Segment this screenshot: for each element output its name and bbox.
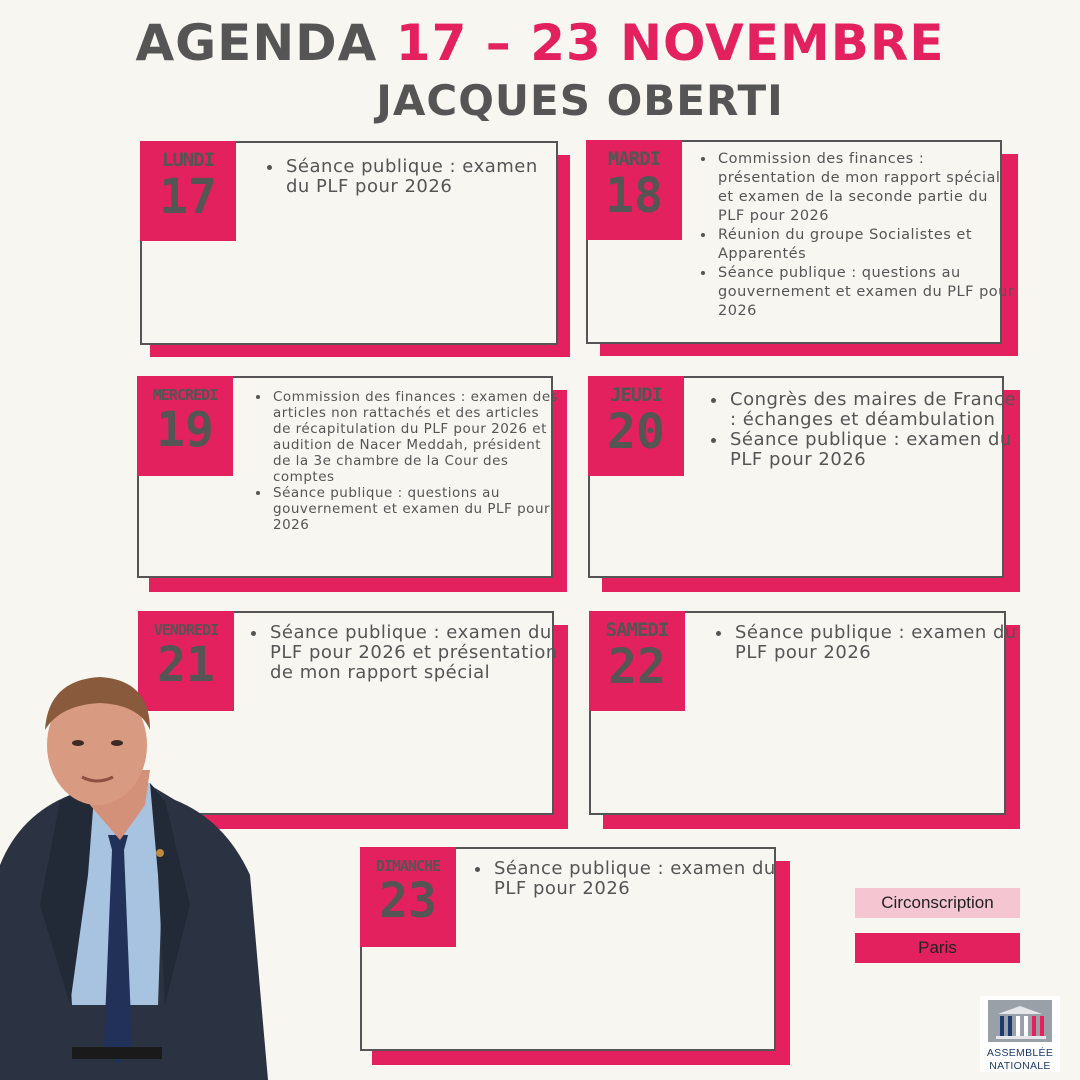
- logo-line-1: ASSEMBLÉE: [986, 1047, 1054, 1059]
- title-prefix: AGENDA: [135, 14, 378, 72]
- assemblee-building-icon: [988, 1000, 1052, 1042]
- day-name: JEUDI: [609, 384, 663, 406]
- day-number: 18: [605, 168, 663, 224]
- event-list: [249, 389, 561, 533]
- day-number: 17: [159, 169, 217, 225]
- day-number: 22: [608, 639, 666, 695]
- day-name: LUNDI: [161, 149, 215, 171]
- day-badge: [586, 140, 682, 240]
- day-number: 23: [379, 873, 437, 929]
- day-badge: [140, 141, 236, 241]
- day-card-dimanche: [360, 847, 790, 1065]
- day-name: VENDREDI: [153, 621, 219, 639]
- event-list: [470, 859, 782, 899]
- event-item: • Séance publique : questions au gouvernement et examen du PLF pour 2026: [271, 485, 561, 533]
- day-name: MARDI: [607, 148, 661, 170]
- location-tag: Paris: [855, 933, 1020, 963]
- page-title: [0, 14, 1080, 72]
- deputy-name: JACQUES OBERTI: [376, 76, 784, 125]
- title-dates: 17 – 23 NOVEMBRE: [395, 14, 945, 72]
- event-item: • Commission des finances : présentation de mon rapport spécial et examen de la seconde partie du PLF pour 2026: [716, 150, 1016, 226]
- event-list: [262, 157, 544, 197]
- day-badge: [360, 847, 456, 947]
- event-list: [246, 623, 558, 683]
- event-list: [694, 150, 1016, 321]
- event-item: • Séance publique : examen du PLF pour 2026: [728, 430, 1018, 470]
- circonscription-tag: Circonscription: [855, 888, 1020, 918]
- day-name: DIMANCHE: [375, 857, 441, 875]
- day-card-lundi: [140, 141, 570, 357]
- day-card-mercredi: [137, 376, 567, 592]
- assemblee-nationale-logo: [980, 996, 1060, 1072]
- event-item: • Séance publique : examen du PLF pour 2026: [733, 623, 1023, 663]
- event-item: • Séance publique : examen du PLF pour 2026: [492, 859, 782, 899]
- event-item: • Commission des finances : examen des articles non rattachés et des articles de récapitulation du PLF pour 2026 et audition de Nacer Meddah, président de la 3e chambre de la Cour des comptes: [271, 389, 561, 485]
- day-number: 19: [156, 402, 214, 458]
- event-item: • Séance publique : examen du PLF pour 2026: [284, 157, 544, 197]
- event-item: • Congrès des maires de France : échanges et déambulation: [728, 390, 1018, 430]
- event-list: [711, 623, 1023, 663]
- day-badge: [589, 611, 685, 711]
- day-card-samedi: [589, 611, 1020, 829]
- event-item: • Réunion du groupe Socialistes et Apparentés: [716, 226, 1016, 264]
- day-card-jeudi: [588, 376, 1020, 592]
- day-card-mardi: [586, 140, 1018, 356]
- event-item: • Séance publique : examen du PLF pour 2026 et présentation de mon rapport spécial: [268, 623, 558, 683]
- day-badge: [588, 376, 684, 476]
- day-number: 20: [607, 404, 665, 460]
- deputy-portrait: [0, 675, 270, 1080]
- day-number: 21: [157, 637, 215, 693]
- logo-line-2: NATIONALE: [989, 1060, 1051, 1072]
- day-badge: [137, 376, 233, 476]
- event-list: [706, 390, 1018, 470]
- day-name: SAMEDI: [605, 619, 669, 641]
- event-item: • Séance publique : questions au gouvernement et examen du PLF pour 2026: [716, 264, 1016, 321]
- day-name: MERCREDI: [152, 386, 218, 404]
